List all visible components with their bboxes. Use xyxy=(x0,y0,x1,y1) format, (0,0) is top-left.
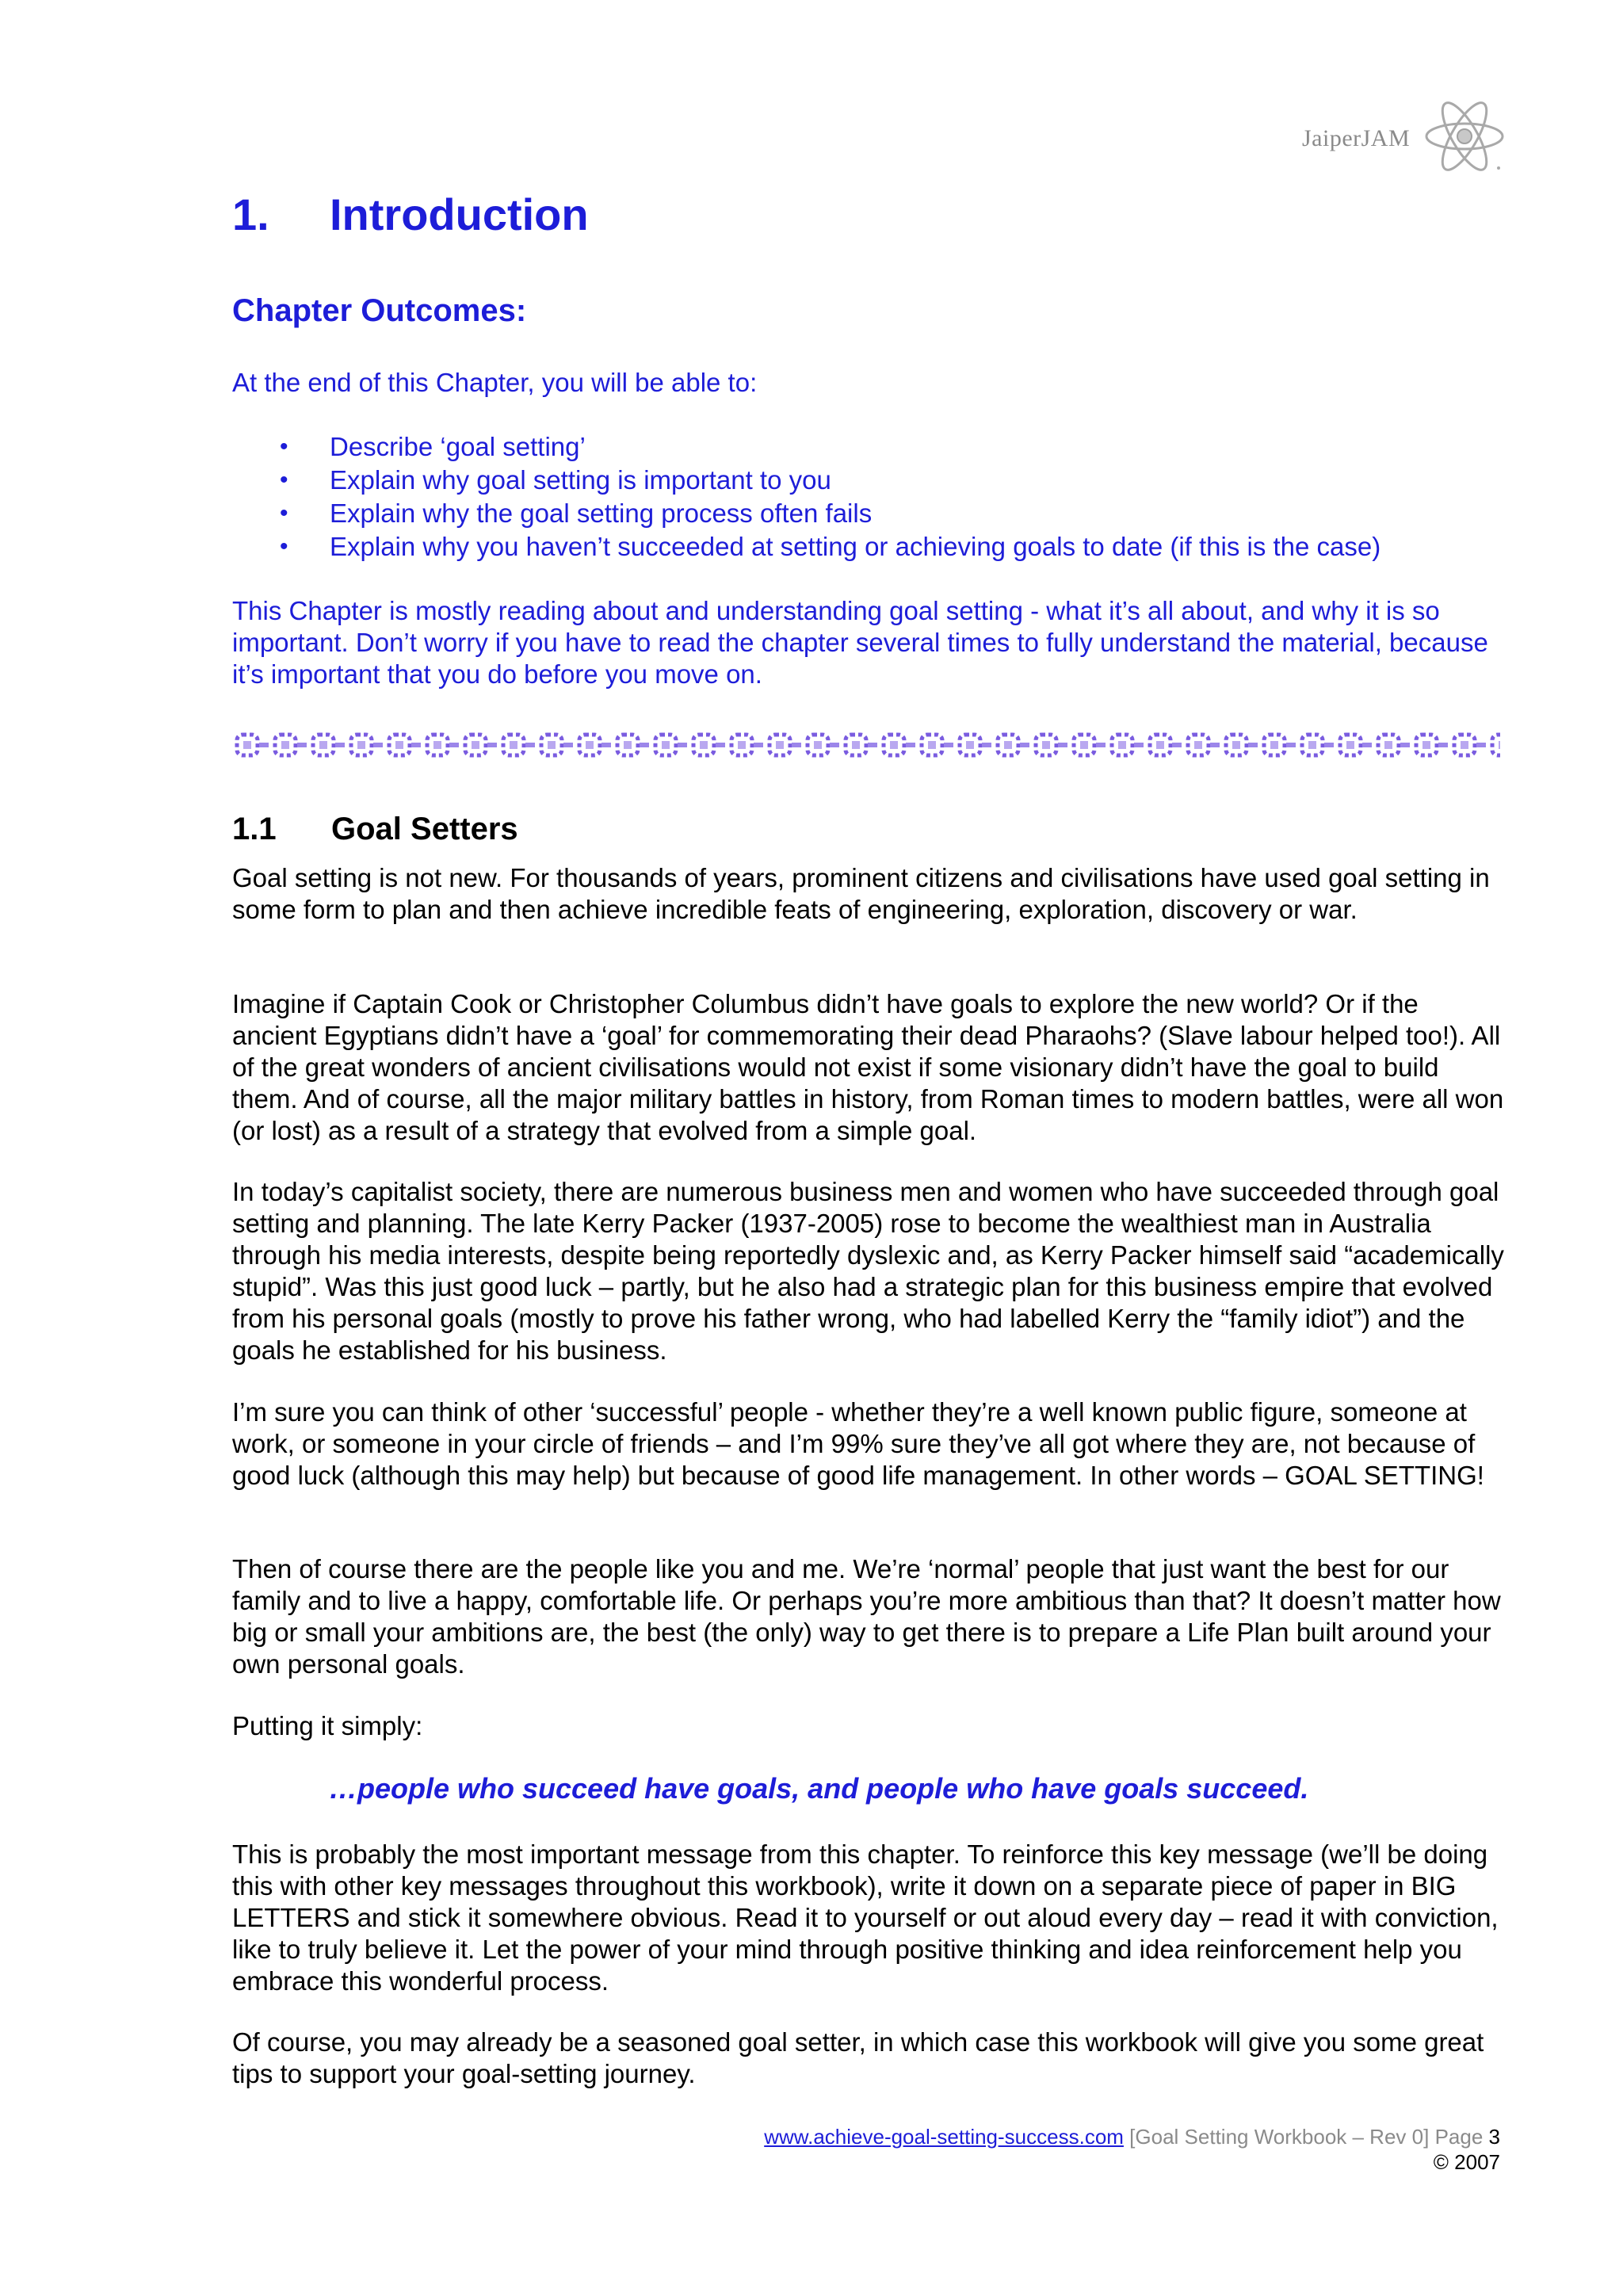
key-message-quote: …people who succeed have goals, and people who have goals succeed. xyxy=(329,1772,1309,1805)
paragraph: Imagine if Captain Cook or Christopher Columbus didn’t have goals to explore the new world? Or if the ancient Egyptians didn’t have a ‘goal’ for commemorating their dead Pharaohs? (Slave labour helped too!). All of the great wonders of ancient civilisations would not exist if some visionary didn’t have the goal to build them. And of course, all the major military battles in history, from Roman times to modern battles, were all won (or lost) as a result of a strategy that evolved from a simple goal. xyxy=(232,989,1504,1145)
paragraph: Then of course there are the people like you and me. We’re ‘normal’ people that just want the best for our family and to live a happy, comfortable life. Or perhaps you’re more ambitious than that? It doesn’t matter how big or small your ambitions are, the best (the only) way to get there is to prepare a Life Plan built around your own personal goals. xyxy=(232,1554,1501,1679)
paragraph: Putting it simply: xyxy=(232,1711,423,1740)
chapter-number: 1. xyxy=(232,189,269,239)
list-item: • Explain why you haven’t succeeded at setting or achieving goals to date (if this is the case) xyxy=(232,530,1381,563)
outcomes-list xyxy=(232,430,1381,563)
page-label: Page xyxy=(1434,2125,1484,2149)
jaiperjam-logo xyxy=(1302,101,1510,178)
logo-text: JaiperJAM xyxy=(1302,125,1411,151)
section-number: 1.1 xyxy=(232,812,277,846)
outcomes-intro: At the end of this Chapter, you will be able to: xyxy=(232,368,758,397)
footer-doc-title: [Goal Setting Workbook – Rev 0] xyxy=(1129,2125,1430,2149)
page-number: 3 xyxy=(1488,2125,1500,2149)
paragraph: Goal setting is not new. For thousands of years, prominent citizens and civilisations have used goal setting in some form to plan and then achieve incredible feats of engineering, exploration, discovery or war. xyxy=(232,863,1490,924)
section-title: Goal Setters xyxy=(331,812,518,846)
paragraph: In today’s capitalist society, there are numerous business men and women who have succeeded through goal setting and planning. The late Kerry Packer (1937-2005) rose to become the wealthiest man in Australia through his media interests, despite being reportedly dyslexic and, as Kerry Packer himself said “academically stupid”. Was this just good luck – partly, but he also had a strategic plan for this business empire that evolved from his personal goals (mostly to prove his father wrong, who had labelled Kerry the “family idiot”) and the goals he established for his business. xyxy=(232,1177,1504,1365)
paragraph: I’m sure you can think of other ‘successful’ people - whether they’re a well known public figure, someone at work, or someone in your circle of friends – and I’m 99% sure they’ve all got where they are, not because of good luck (although this may help) but because of good life management. In other words – GOAL SETTING! xyxy=(232,1397,1484,1490)
list-item: • Explain why the goal setting process often fails xyxy=(232,497,1381,530)
list-item: • Explain why goal setting is important to you xyxy=(232,464,1381,497)
list-item: • Describe ‘goal setting’ xyxy=(232,430,1381,464)
decorative-divider xyxy=(232,725,1500,765)
outcomes-heading: Chapter Outcomes: xyxy=(232,293,527,328)
chapter-title-text: Introduction xyxy=(330,189,589,239)
copyright: © 2007 xyxy=(1433,2150,1500,2174)
page-footer xyxy=(764,2124,1500,2175)
paragraph: This is probably the most important message from this chapter. To reinforce this key message (we’ll be doing this with other key messages throughout this workbook), write it down on a separate piece of paper in BIG LETTERS and stick it somewhere obvious. Read it to yourself or out aloud every day – read it with conviction, like to truly believe it. Let the power of your mind through positive thinking and idea reinforcement help you embrace this wonderful process. xyxy=(232,1839,1499,1996)
paragraph: Of course, you may already be a seasoned goal setter, in which case this workbook will give you some great tips to support your goal-setting journey. xyxy=(232,2027,1484,2088)
website-link[interactable]: www.achieve-goal-setting-success.com xyxy=(764,2125,1124,2149)
section-heading xyxy=(232,812,518,847)
outcomes-summary: This Chapter is mostly reading about and understanding goal setting - what it’s all about, and why it is so important. Don’t worry if you have to read the chapter several times to fully understand the material, because it’s important that you do before you move on. xyxy=(232,596,1488,689)
atom-icon xyxy=(1423,101,1506,178)
chapter-title xyxy=(232,189,589,240)
